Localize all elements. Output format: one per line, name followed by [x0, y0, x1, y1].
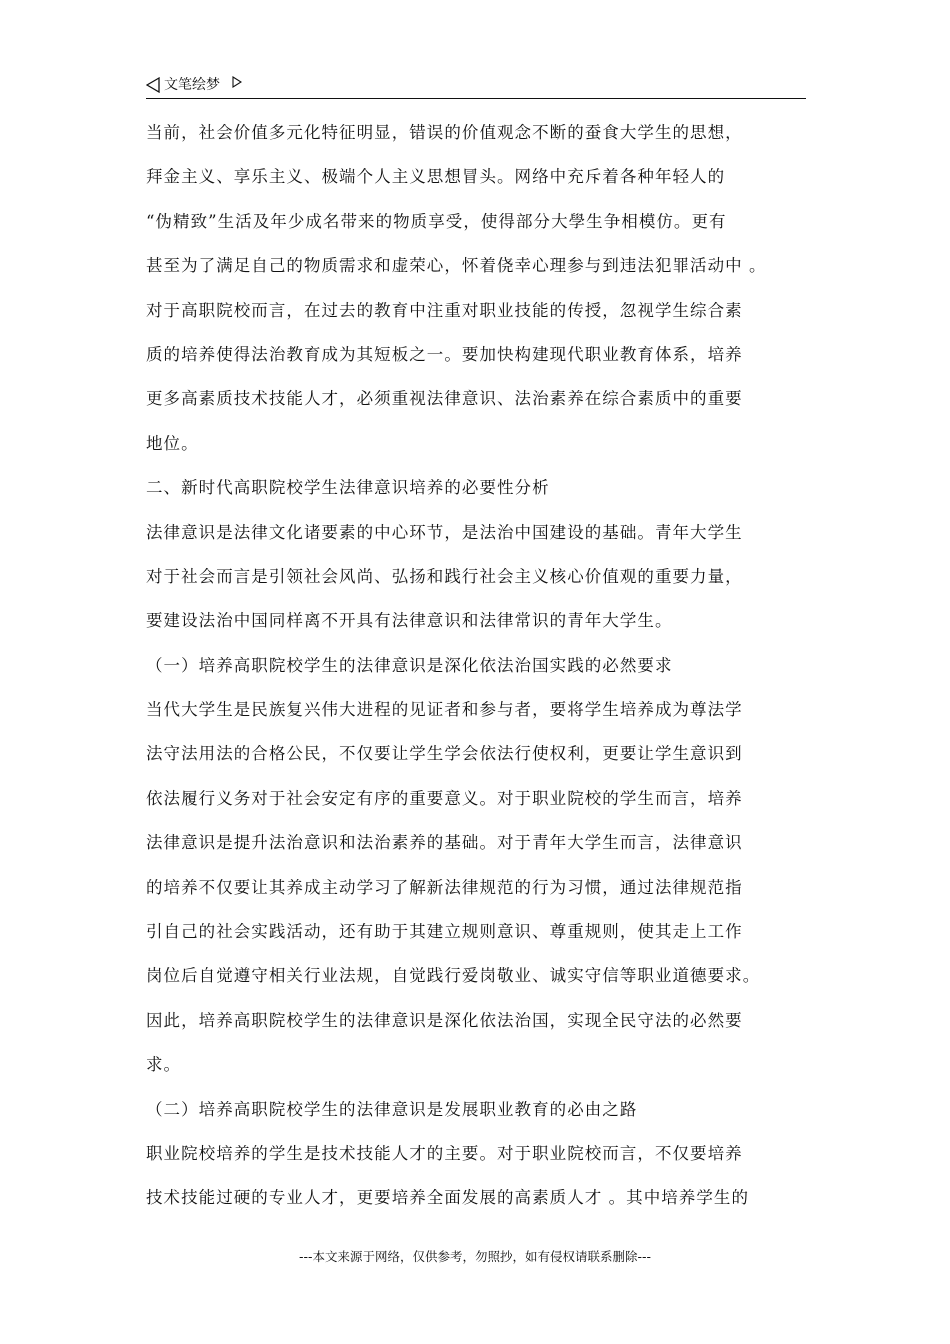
body-line: 地位。 [146, 433, 199, 453]
header-title: 文笔绘梦 [164, 77, 220, 93]
body-line: 法律意识是法律文化诸要素的中心环节，是法治中国建设的基础。青年大学生 [146, 522, 743, 542]
body-line: 要建设法治中国同样离不开具有法律意识和法律常识的青年大学生。 [146, 611, 673, 631]
body-line: 甚至为了满足自己的物质需求和虚荣心，怀着侥幸心理参与到违法犯罪活动中 。 [146, 256, 767, 276]
section-heading: 二、新时代高职院校学生法律意识培养的必要性分析 [146, 478, 550, 498]
subsection-heading: （一）培养高职院校学生的法律意识是深化依法治国实践的必然要求 [146, 655, 673, 675]
document-body [146, 111, 810, 1221]
page-header [146, 74, 806, 99]
subsection-heading: （二）培养高职院校学生的法律意识是发展职业教育的必由之路 [146, 1099, 638, 1119]
body-line: 对于社会而言是引领社会风尚、弘扬和践行社会主义核心价值观的重要力量， [146, 566, 743, 586]
body-line: 质的培养使得法治教育成为其短板之一。要加快构建现代职业教育体系，培养 [146, 344, 743, 364]
body-line: 的培养不仅要让其养成主动学习了解新法律规范的行为习惯，通过法律规范指 [146, 877, 743, 897]
body-line: 法守法用法的合格公民，不仅要让学生学会依法行使权利，更要让学生意识到 [146, 744, 743, 764]
body-line: 更多高素质技术技能人才，必须重视法律意识、法治素养在综合素质中的重要 [146, 389, 743, 409]
body-line: 依法履行义务对于社会安定有序的重要意义。对于职业院校的学生而言，培养 [146, 788, 743, 808]
body-line: “伪精致”生活及年少成名带来的物质享受，使得部分大學生争相模仿。更有 [146, 211, 727, 231]
body-line: 职业院校培养的学生是技术技能人才的主要。对于职业院校而言，不仅要培养 [146, 1143, 743, 1163]
body-line: 法律意识是提升法治意识和法治素养的基础。对于青年大学生而言，法律意识 [146, 833, 743, 853]
body-line: 引自己的社会实践活动，还有助于其建立规则意识、尊重规则，使其走上工作 [146, 922, 743, 942]
body-line: 技术技能过硬的专业人才，更要培养全面发展的高素质人才 。其中培养学生的 [146, 1188, 749, 1208]
body-line: 当前，社会价值多元化特征明显，错误的价值观念不断的蚕食大学生的思想， [146, 123, 743, 142]
page-footer: ---本文来源于网络，仅供参考，勿照抄，如有侵权请联系删除--- [298, 1249, 652, 1264]
triangle-left-outline-icon [146, 77, 160, 93]
body-line: 对于高职院校而言，在过去的教育中注重对职业技能的传授，忽视学生综合素 [146, 300, 743, 320]
body-line: 岗位后自觉遵守相关行业法规，自觉践行爱岗敬业、诚实守信等职业道德要求。 [146, 966, 761, 986]
triangle-right-outline-icon [232, 76, 242, 88]
body-line: 求。 [146, 1055, 182, 1075]
body-line: 当代大学生是民族复兴伟大进程的见证者和参与者，要将学生培养成为尊法学 [146, 700, 743, 720]
body-line: 因此，培养高职院校学生的法律意识是深化依法治国，实现全民守法的必然要 [146, 1010, 743, 1030]
body-line: 拜金主义、享乐主义、极端个人主义思想冒头。网络中充斥着各种年轻人的 [146, 167, 726, 187]
